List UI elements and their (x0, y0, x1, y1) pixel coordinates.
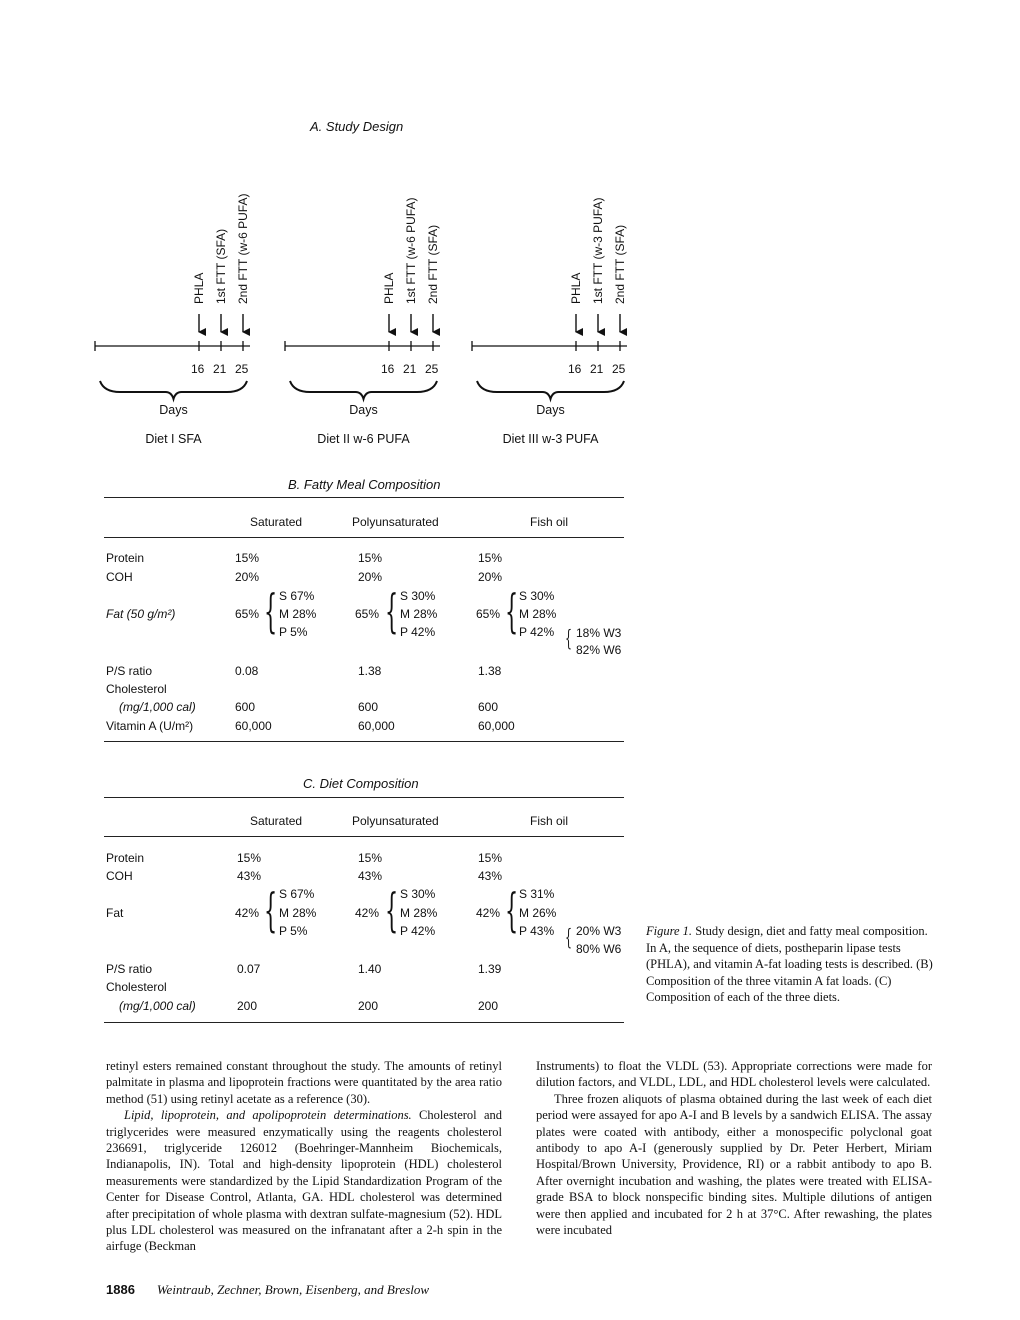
table-c-header-fish-oil: Fish oil (530, 814, 569, 828)
table-b-coh-saturated: 20% (235, 570, 260, 584)
timeline-test-label: PHLA (192, 272, 206, 304)
table-c-coh-poly: 43% (358, 869, 383, 883)
table-b-fat-poly-s: S 30% (400, 589, 436, 603)
table-b-fat-poly-p: P 42% (400, 625, 436, 639)
timeline-day-label: 21 (403, 362, 417, 376)
table-b-w3: 18% W3 (576, 626, 622, 640)
table-b-coh-fish: 20% (478, 570, 503, 584)
diet-name-label: Diet II w-6 PUFA (317, 432, 410, 446)
table-c-fat-saturated: 42% (235, 906, 260, 920)
table-b-header-saturated: Saturated (250, 515, 303, 529)
table-b-protein-label: Protein (106, 551, 145, 565)
table-b-header-polyunsaturated: Polyunsaturated (352, 515, 439, 529)
table-c-fat-sat-m: M 28% (279, 906, 317, 920)
table-c-chol-fish: 200 (478, 999, 499, 1013)
brace-c-w: { (565, 926, 572, 951)
table-c-w6: 80% W6 (576, 942, 622, 956)
days-underbrace (477, 381, 624, 399)
table-c-protein-fish: 15% (478, 851, 503, 865)
brace-c-sat: { (264, 883, 278, 937)
timeline-day-label: 21 (590, 362, 604, 376)
timeline-test-label: 2nd FTT (SFA) (613, 224, 627, 304)
table-c-top-rule (104, 797, 624, 798)
table-c-ps-poly: 1.40 (358, 962, 382, 976)
table-b-fat-fish-s: S 30% (519, 589, 555, 603)
table-c-cholesterol-label: Cholesterol (106, 980, 167, 994)
table-c-fat-sat-p: P 5% (279, 924, 308, 938)
table-b-fat-sat-p: P 5% (279, 625, 308, 639)
table-b-fat-fish: 65% (476, 607, 501, 621)
section-b-title: B. Fatty Meal Composition (288, 477, 441, 492)
timeline-test-label: 1st FTT (SFA) (214, 228, 228, 304)
brace-c-poly: { (385, 883, 399, 937)
table-b-vita-label: Vitamin A (U/m²) (106, 719, 194, 733)
table-c-fat-poly-p: P 42% (400, 924, 436, 938)
table-b-ps-fish: 1.38 (478, 664, 502, 678)
table-c-chol-saturated: 200 (237, 999, 258, 1013)
days-underbrace (100, 381, 247, 399)
table-b-chol-poly: 600 (358, 700, 379, 714)
table-c-fat-poly-s: S 30% (400, 887, 436, 901)
page-number: 1886 (106, 1282, 135, 1297)
table-b-protein-poly: 15% (358, 551, 383, 565)
table-c-protein-label: Protein (106, 851, 145, 865)
brace-b-sat: { (264, 584, 278, 638)
left-paragraph-2 (106, 1107, 502, 1255)
timeline-day-label: 16 (191, 362, 205, 376)
body-right-column (536, 1058, 932, 1238)
table-b-ps-label: P/S ratio (106, 664, 153, 678)
table-c-coh-fish: 43% (478, 869, 503, 883)
table-c-coh-saturated: 43% (237, 869, 262, 883)
table-b-chol-unit: (mg/1,000 cal) (119, 700, 196, 714)
timeline-day-label: 21 (213, 362, 227, 376)
table-c-header-polyunsaturated: Polyunsaturated (352, 814, 439, 828)
table-b-chol-saturated: 600 (235, 700, 256, 714)
table-c-fat-fish: 42% (476, 906, 501, 920)
table-c-header-saturated: Saturated (250, 814, 303, 828)
table-b-fat-label: Fat (50 g/m²) (106, 607, 176, 621)
right-paragraph-1: Instruments) to float the VLDL (53). Appropriate corrections were made for dilution factors, and VLDL, LDL, and HDL cholesterol levels were calculated. (536, 1059, 932, 1090)
section-c-title: C. Diet Composition (303, 776, 419, 791)
table-c-protein-saturated: 15% (237, 851, 262, 865)
brace-c-fish: { (505, 883, 519, 937)
table-b-fat-sat-s: S 67% (279, 589, 315, 603)
brace-b-poly: { (385, 584, 399, 638)
table-c-w3: 20% W3 (576, 924, 622, 938)
timeline-day-label: 25 (425, 362, 439, 376)
table-b-fat-sat-m: M 28% (279, 607, 317, 621)
table-b-cholesterol-label: Cholesterol (106, 682, 167, 696)
right-paragraph-2: Three frozen aliquots of plasma obtained during the last week of each diet period were assayed for apo A-I and B levels by a sandwich ELISA. The assay plates were coated with antibody, either a monospecific polyclonal goat antibody to apo A-I (generously supplied by Dr. Peter Herbert, Miriam Hospital/Brown University, Providence, RI) or a rabbit antibody to apo B. After overnight incubation and washing, the plates were treated with ELISA-grade BSA to block nonspecific binding sites. Multiple dilutions of antigen were then applied and incubated for 2 h at 37°C. After rewashing, the plates were incubated (536, 1091, 932, 1238)
table-c-bottom-rule (104, 1022, 624, 1023)
timeline-test-label: PHLA (569, 272, 583, 304)
table-b-fat-poly: 65% (355, 607, 380, 621)
table-c-fat-poly-m: M 28% (400, 906, 438, 920)
table-b-header-rule (104, 537, 624, 538)
table-b-header-fish-oil: Fish oil (530, 515, 569, 529)
table-b-ps-saturated: 0.08 (235, 664, 259, 678)
brace-b-fish: { (505, 584, 519, 638)
figure-caption-text: Study design, diet and fatty meal composition. In A, the sequence of diets, postheparin lipase tests (PHLA), and vitamin A-fat loading tests is described. (B) Composition of the three vitamin A fat loads. (C) Composition of each of the three diets. (646, 924, 933, 1004)
table-c-fat-fish-s: S 31% (519, 887, 555, 901)
table-b-top-rule (104, 497, 624, 498)
table-b-fat-fish-m: M 28% (519, 607, 557, 621)
table-b-fat-fish-p: P 42% (519, 625, 555, 639)
footer-authors: Weintraub, Zechner, Brown, Eisenberg, and Breslow (156, 1282, 430, 1297)
table-c-chol-poly: 200 (358, 999, 379, 1013)
table-c-fat-fish-p: P 43% (519, 924, 555, 938)
left-paragraph-2-heading: Lipid, lipoprotein, and apolipoprotein determinations. (124, 1108, 412, 1123)
left-paragraph-1: retinyl esters remained constant throughout the study. The amounts of retinyl palmitate in plasma and lipoprotein fractions were quantitated by the area ratio method (51) using retinyl acetate as a reference (30). (106, 1059, 502, 1106)
timeline-test-label: 1st FTT (w-3 PUFA) (591, 197, 605, 304)
table-b-fat-saturated: 65% (235, 607, 260, 621)
diet-name-label: Diet I SFA (145, 432, 202, 446)
timeline-test-label: 1st FTT (w-6 PUFA) (404, 197, 418, 304)
timeline-test-label: 2nd FTT (w-6 PUFA) (236, 193, 250, 304)
table-b-bottom-rule (104, 741, 624, 742)
brace-b-w: { (565, 627, 572, 652)
table-b-fat-poly-m: M 28% (400, 607, 438, 621)
table-b-ps-poly: 1.38 (358, 664, 382, 678)
table-b-coh-poly: 20% (358, 570, 383, 584)
table-c-ps-label: P/S ratio (106, 962, 153, 976)
timeline-day-label: 16 (568, 362, 582, 376)
days-label: Days (349, 403, 378, 417)
left-paragraph-2-text: Cholesterol and triglycerides were measured enzymatically using the reagents cholesterol 236691, triglyceride 126012 (Boehringer-Mannheim Biochemicals, Indianapolis, IN). Total and high-density lipoprotein (HDL) cholesterol measurements were standardized by the Lipid Standardization Program of the Center for Disease Control, Atlanta, GA. HDL cholesterol was determined after precipitation of whole plasma with dextran sulfate-magnesium (52). HDL plus LDL cholesterol was measured on the infranatant after a 2-h spin in the airfuge (Beckman (106, 1108, 502, 1254)
body-left-column (106, 1058, 502, 1255)
table-b-coh-label: COH (106, 570, 133, 584)
table-c-ps-fish: 1.39 (478, 962, 502, 976)
days-label: Days (159, 403, 188, 417)
table-c-ps-saturated: 0.07 (237, 962, 261, 976)
table-c-fat-fish-m: M 26% (519, 906, 557, 920)
days-label: Days (536, 403, 565, 417)
figure-caption (646, 923, 940, 1006)
table-c-fat-sat-s: S 67% (279, 887, 315, 901)
section-a-title: A. Study Design (310, 119, 404, 134)
table-b-chol-fish: 600 (478, 700, 499, 714)
table-c-fat-poly: 42% (355, 906, 380, 920)
table-b-vita-fish: 60,000 (478, 719, 515, 733)
table-c-protein-poly: 15% (358, 851, 383, 865)
table-c-header-rule (104, 836, 624, 837)
days-underbrace (290, 381, 437, 399)
table-b-w6: 82% W6 (576, 643, 622, 657)
diet-name-label: Diet III w-3 PUFA (502, 432, 599, 446)
table-c-coh-label: COH (106, 869, 133, 883)
figure-caption-label: Figure 1. (646, 924, 693, 938)
timeline-test-label: PHLA (382, 272, 396, 304)
timeline-day-label: 25 (612, 362, 626, 376)
table-c-chol-unit: (mg/1,000 cal) (119, 999, 196, 1013)
timeline-day-label: 16 (381, 362, 395, 376)
page-footer (106, 1282, 429, 1298)
timeline-day-label: 25 (235, 362, 249, 376)
table-c-fat-label: Fat (106, 906, 124, 920)
table-b-vita-poly: 60,000 (358, 719, 395, 733)
timeline-test-label: 2nd FTT (SFA) (426, 224, 440, 304)
table-b-protein-fish: 15% (478, 551, 503, 565)
table-b-vita-saturated: 60,000 (235, 719, 272, 733)
table-b-protein-saturated: 15% (235, 551, 260, 565)
